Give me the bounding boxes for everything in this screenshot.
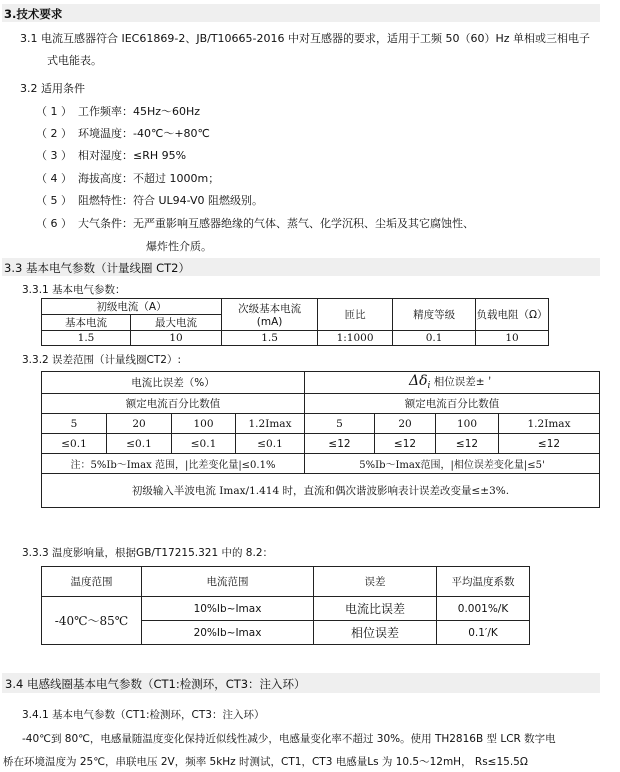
condition-item — [36, 170, 219, 186]
phase-error-header — [305, 372, 600, 394]
condition-item — [36, 125, 210, 141]
clause-3-3-2-heading: 3.3.2 误差范围（计量线圈CT2）: — [22, 354, 182, 366]
table-cell: 0.001%/K — [437, 597, 530, 621]
table-cell: 1.2Imax — [499, 414, 600, 434]
table-cell: ≤0.1 — [236, 434, 305, 454]
table-cell: 20 — [107, 414, 172, 434]
table-row — [42, 414, 600, 434]
condition-text: 大气条件：无严重影响互感器绝缘的气体、蒸气、化学沉积、尘垢及其它腐蚀性、 — [78, 217, 474, 230]
burden-resistance-header: 负载电阻（Ω） — [476, 299, 549, 331]
table-cell: ≤0.1 — [107, 434, 172, 454]
clause-3-1-line1: 3.1 电流互感器符合 IEC61869-2、JB/T10665-2016 中对互感器的要求，适用于工频 50（60）Hz 单相或三相电子 — [20, 32, 591, 45]
condition-text: 相对湿度：≤RH 95% — [78, 149, 187, 162]
condition-number: （ 6 ） — [36, 217, 72, 230]
condition-item — [36, 215, 474, 231]
primary-current-header: 初级电流（A） — [42, 299, 222, 315]
table-cell: 1.2Imax — [236, 414, 305, 434]
clause-3-4-1-heading: 3.4.1 基本电气参数（CT1:检测环，CT3：注入环） — [22, 709, 265, 721]
clause-3-3-3-heading: 3.3.3 温度影响量，根据GB/T17215.321 中的 8.2： — [22, 547, 273, 559]
basic-current-header: 基本电流 — [42, 315, 131, 331]
table-cell: ≤12 — [499, 434, 600, 454]
condition-item — [36, 147, 186, 163]
table-cell: 20 — [375, 414, 436, 434]
condition-item — [36, 192, 263, 208]
table-cell: 100 — [172, 414, 236, 434]
table-cell: ≤12 — [436, 434, 499, 454]
table-header-cell: 温度范围 — [42, 567, 142, 597]
clause-3-4-1-line1: -40℃到 80℃，电感量随温度变化保持近似线性减少，电感量变化率不超过 30%。使用 TH2816B 型 LCR 数字电 — [22, 733, 556, 745]
table-row — [42, 299, 549, 315]
section-3-4-heading: 3.4 电感线圈基本电气参数（CT1:检测环，CT3：注入环） — [5, 677, 306, 691]
table-row — [42, 474, 600, 508]
table-cell: 相位误差 — [314, 621, 437, 645]
table-cell: ≤0.1 — [42, 434, 107, 454]
condition-text: 环境温度：-40℃～+80℃ — [78, 127, 210, 140]
table-row — [42, 567, 530, 597]
section-3-3-heading: 3.3 基本电气参数（计量线圈 CT2） — [4, 261, 190, 275]
secondary-current-header-line1: 次级基本电流 — [238, 303, 302, 315]
condition-text: 阻燃特性：符合 UL94-V0 阻燃级别。 — [78, 194, 264, 207]
table-cell: 电流比误差 — [314, 597, 437, 621]
table-cell: 20%Ib~Imax — [142, 621, 314, 645]
temperature-influence-table — [41, 566, 530, 645]
error-range-table — [41, 371, 600, 508]
condition-text: 海拔高度：不超过 1000m； — [78, 172, 220, 185]
basic-parameters-table — [41, 298, 549, 346]
condition-number: （ 4 ） — [36, 172, 72, 185]
table-header-cell: 电流范围 — [142, 567, 314, 597]
condition-number: （ 5 ） — [36, 194, 72, 207]
clause-3-2-heading: 3.2 适用条件 — [20, 82, 85, 95]
table-cell: 0.1′/K — [437, 621, 530, 645]
table-row — [42, 394, 600, 414]
condition-text: 工作频率：45Hz～60Hz — [78, 105, 201, 118]
harmonic-note-cell: 初级输入半波电流 Imax/1.414 时，直流和偶次谐波影响表计误差改变量≤±3%. — [42, 474, 600, 508]
table-row — [42, 597, 530, 621]
table-row — [42, 454, 600, 474]
section-3-heading: 3.技术要求 — [4, 7, 63, 21]
condition-item-continued: 爆炸性介质。 — [146, 240, 212, 253]
section-3-heading-band — [2, 4, 600, 22]
table-cell: 1.5 — [222, 331, 318, 346]
table-cell: ≤12 — [305, 434, 375, 454]
table-cell: ≤12 — [375, 434, 436, 454]
table-header-cell: 平均温度系数 — [437, 567, 530, 597]
section-3-3-heading-band — [2, 258, 600, 276]
rated-current-header-left: 额定电流百分比数值 — [42, 394, 305, 414]
table-cell: 100 — [436, 414, 499, 434]
condition-number: （ 2 ） — [36, 127, 72, 140]
delta-subscript: i — [427, 381, 431, 392]
table-row — [42, 434, 600, 454]
clause-3-1-line2: 式电能表。 — [47, 54, 102, 67]
accuracy-class-header: 精度等级 — [393, 299, 476, 331]
table-cell: 10 — [476, 331, 549, 346]
condition-item — [36, 103, 200, 119]
secondary-current-header-line2: (mA) — [256, 316, 283, 328]
condition-number: （ 1 ） — [36, 105, 72, 118]
table-cell: 1.5 — [42, 331, 131, 346]
condition-number: （ 3 ） — [36, 149, 72, 162]
table-cell: 1:1000 — [318, 331, 393, 346]
table-cell: 10 — [131, 331, 222, 346]
table-cell: 0.1 — [393, 331, 476, 346]
rated-current-header-right: 额定电流百分比数值 — [305, 394, 600, 414]
temperature-range-cell: -40℃～85℃ — [42, 597, 142, 645]
table-cell: 10%Ib~Imax — [142, 597, 314, 621]
phase-note-cell: 5%Ib～Imax范围，|相位误差变化量|≤5' — [305, 454, 600, 474]
turns-ratio-header: 匝比 — [318, 299, 393, 331]
table-cell: ≤0.1 — [172, 434, 236, 454]
secondary-current-header — [222, 299, 318, 331]
max-current-header: 最大电流 — [131, 315, 222, 331]
table-cell: 5 — [42, 414, 107, 434]
table-row — [42, 372, 600, 394]
table-row — [42, 331, 549, 346]
clause-3-4-1-line2: 桥在环境温度为 25℃，串联电压 2V，频率 5kHz 时测试，CT1，CT3 电感量Ls 为 10.5～12mH， Rs≤15.5Ω — [3, 756, 528, 768]
ratio-error-header: 电流比误差（%） — [42, 372, 305, 394]
phase-error-label: 相位误差±＇ — [430, 376, 496, 389]
delta-delta-symbol: Δδ — [408, 373, 428, 390]
section-3-4-heading-band — [2, 673, 600, 693]
clause-3-3-1-heading: 3.3.1 基本电气参数： — [22, 284, 126, 296]
table-cell: 5 — [305, 414, 375, 434]
ratio-note-cell: 注：5%Ib～Imax 范围，|比差变化量|≤0.1% — [42, 454, 305, 474]
table-header-cell: 误差 — [314, 567, 437, 597]
